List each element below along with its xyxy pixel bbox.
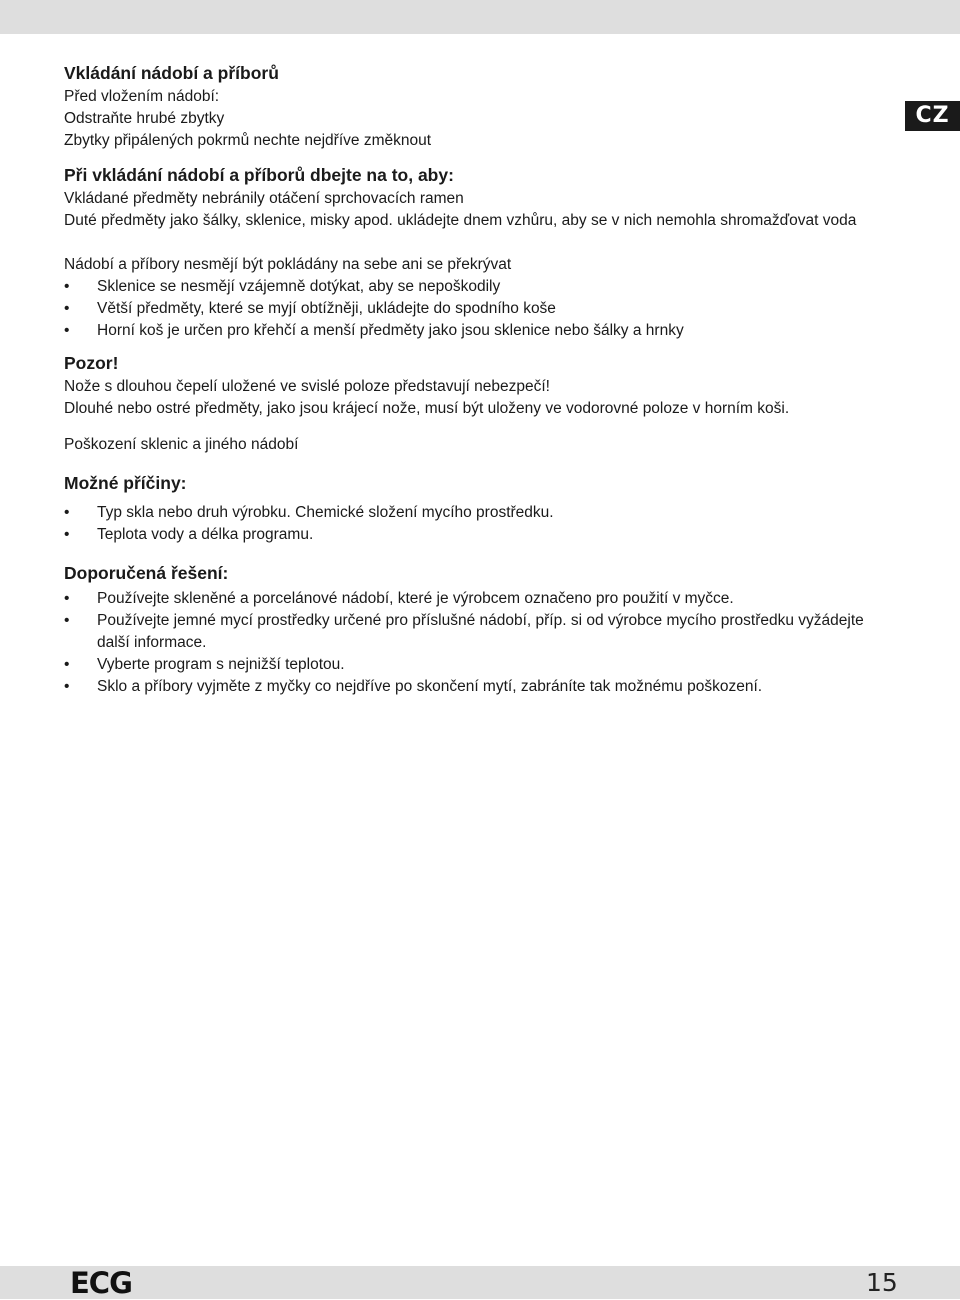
list-item-text: Horní koš je určen pro křehčí a menší předměty jako jsou sklenice nebo šálky a hrnky — [97, 322, 684, 339]
bullet-icon: • — [64, 526, 70, 543]
bottom-band — [0, 1266, 960, 1299]
list-item — [64, 610, 894, 654]
text-line: Nádobí a příbory nesmějí být pokládány na sebe ani se překrývat — [64, 256, 512, 273]
list-item — [64, 654, 894, 676]
text-line: Vkládané předměty nebránily otáčení sprchovacích ramen — [64, 190, 464, 207]
list-item — [64, 524, 894, 546]
bullet-icon: • — [64, 612, 70, 629]
list-item-text: Používejte skleněné a porcelánové nádobí, které je výrobcem označeno pro použití v myčce. — [97, 590, 734, 607]
top-band — [0, 0, 960, 34]
list-item — [64, 320, 894, 342]
list-item — [64, 676, 894, 698]
section-rules — [64, 254, 894, 342]
list-item-text: Teplota vody a délka programu. — [97, 526, 314, 543]
list-item-text: Sklo a příbory vyjměte z myčky co nejdříve po skončení mytí, zabráníte tak možnému poškození. — [97, 678, 763, 695]
language-badge: CZ — [905, 101, 960, 131]
causes-title: Možné příčiny: — [64, 473, 187, 493]
text-line: Před vložením nádobí: — [64, 88, 220, 105]
list-item-text: Používejte jemné mycí prostředky určené pro příslušné nádobí, příp. si od výrobce mycího prostředku vyžádejte další informace. — [97, 612, 864, 651]
text-line: Nože s dlouhou čepelí uložené ve svislé poloze představují nebezpečí! — [64, 378, 550, 395]
warning-title: Pozor! — [64, 353, 119, 373]
section-causes — [64, 470, 894, 546]
bullet-icon: • — [64, 590, 70, 607]
text-line: Duté předměty jako šálky, sklenice, misky apod. ukládejte dnem vzhůru, aby se v nich nemohla shromažďovat voda — [64, 212, 857, 229]
list-item — [64, 502, 894, 524]
bullet-icon: • — [64, 656, 70, 673]
section-title-placement: Při vkládání nádobí a příborů dbejte na to, aby: — [64, 165, 454, 185]
text-line: Zbytky připálených pokrmů nechte nejdříve změknout — [64, 132, 432, 149]
section-loading — [64, 60, 894, 152]
list-item-text: Sklenice se nesmějí vzájemně dotýkat, aby se nepoškodily — [97, 278, 501, 295]
solutions-title: Doporučená řešení: — [64, 563, 229, 583]
damage-title: Poškození sklenic a jiného nádobí — [64, 436, 299, 453]
list-item-text: Větší předměty, které se myjí obtížněji, ukládejte do spodního koše — [97, 300, 556, 317]
bullet-icon: • — [64, 678, 70, 695]
bullet-icon: • — [64, 504, 70, 521]
section-placement — [64, 162, 894, 232]
section-solutions — [64, 560, 894, 698]
bullet-icon: • — [64, 322, 70, 339]
list-item — [64, 276, 894, 298]
section-title-loading: Vkládání nádobí a příborů — [64, 63, 279, 83]
bullet-icon: • — [64, 278, 70, 295]
bullet-icon: • — [64, 300, 70, 317]
list-item-text: Vyberte program s nejnižší teplotou. — [97, 656, 345, 673]
section-damage — [64, 434, 894, 456]
text-line: Dlouhé nebo ostré předměty, jako jsou krájecí nože, musí být uloženy ve vodorovné poloze v horním koši. — [64, 400, 790, 417]
text-line: Odstraňte hrubé zbytky — [64, 110, 225, 127]
list-item — [64, 588, 894, 610]
list-item — [64, 298, 894, 320]
page-number: 15 — [866, 1268, 898, 1297]
section-warning — [64, 350, 894, 420]
manual-content — [64, 60, 894, 698]
list-item-text: Typ skla nebo druh výrobku. Chemické složení mycího prostředku. — [97, 504, 554, 521]
brand-logo: ECG — [70, 1266, 132, 1300]
